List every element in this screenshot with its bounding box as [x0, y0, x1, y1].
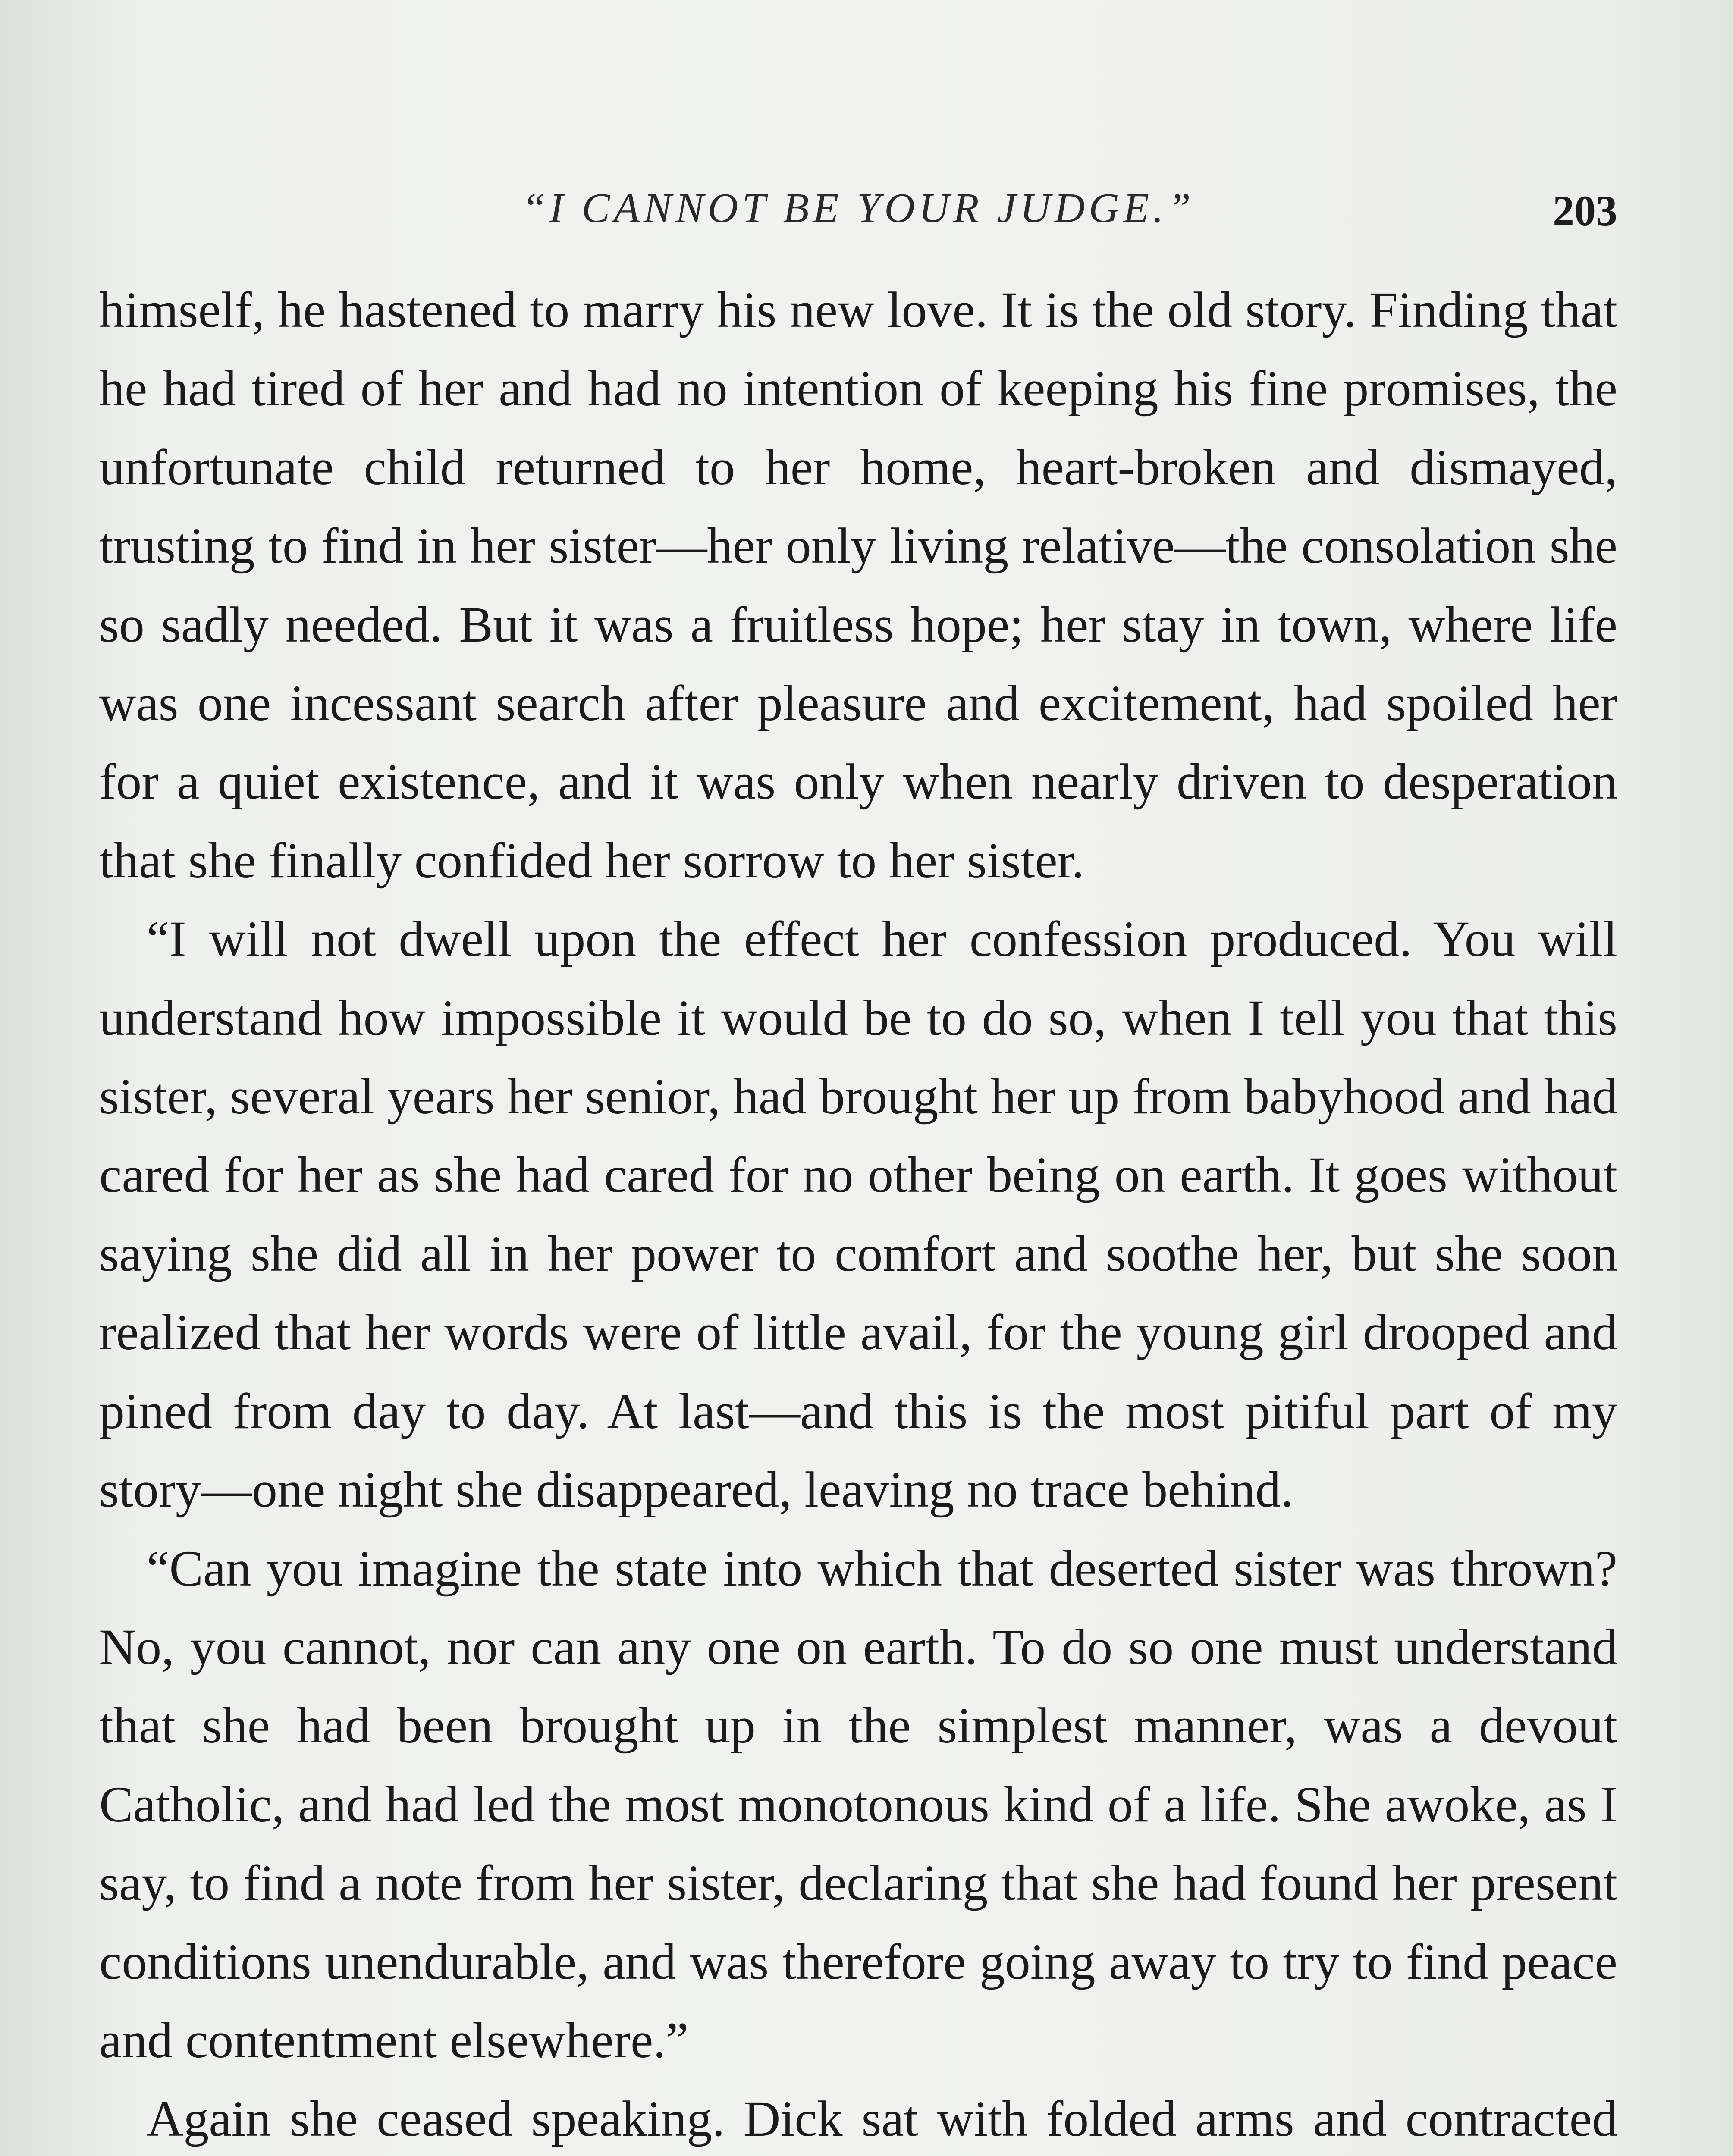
paragraph-deserted-sister: “Can you imagine the state into which that deserted sister was thrown? No, you cannot, nor can any one on earth. To do so one must understand that she had been brought up in the simplest manner, was a devout Catholic, and had led the most monotonous kind of a life. She awoke, as I say, to find a note from her sister, declaring that she had found her present conditions unendurable, and was therefore going away to try to find peace and contentment elsewhere.”	[99, 1540, 1617, 2068]
running-title: “I CANNOT BE YOUR JUDGE.”	[522, 185, 1195, 232]
paragraph-ceased-speaking: Again she ceased speaking. Dick sat with folded arms and contracted	[147, 2090, 1617, 2147]
paragraph-confession: “I will not dwell upon the effect her confession produced. You will understand how impossible it would be to do so, when I tell you that this sister, several years her senior, had brought her up from babyhood and had cared for her as she had cared for no other being on earth. It goes without saying she did all in her power to comfort and soothe her, but she soon realized that her words were of little avail, for the young girl drooped and pined from day to day. At last—and this is the most pitiful part of my story—one night she disappeared, leaving no trace behind.	[99, 911, 1617, 1518]
page-number: 203	[1553, 187, 1617, 235]
running-head	[99, 176, 1617, 241]
paragraph-continuation: himself, he hastened to marry his new love. It is the old story. Finding that he had tired of her and had no intention of keeping his fine promises, the unfortunate child returned to her home, heart-broken and dismayed, trusting to find in her sister—her only living relative—the consolation she so sadly needed. But it was a fruitless hope; her stay in town, where life was one incessant search after pleasure and excitement, had spoiled her for a quiet existence, and it was only when nearly driven to desperation that she finally confided her sorrow to her sister.	[99, 282, 1617, 889]
text-block	[99, 271, 1617, 2156]
